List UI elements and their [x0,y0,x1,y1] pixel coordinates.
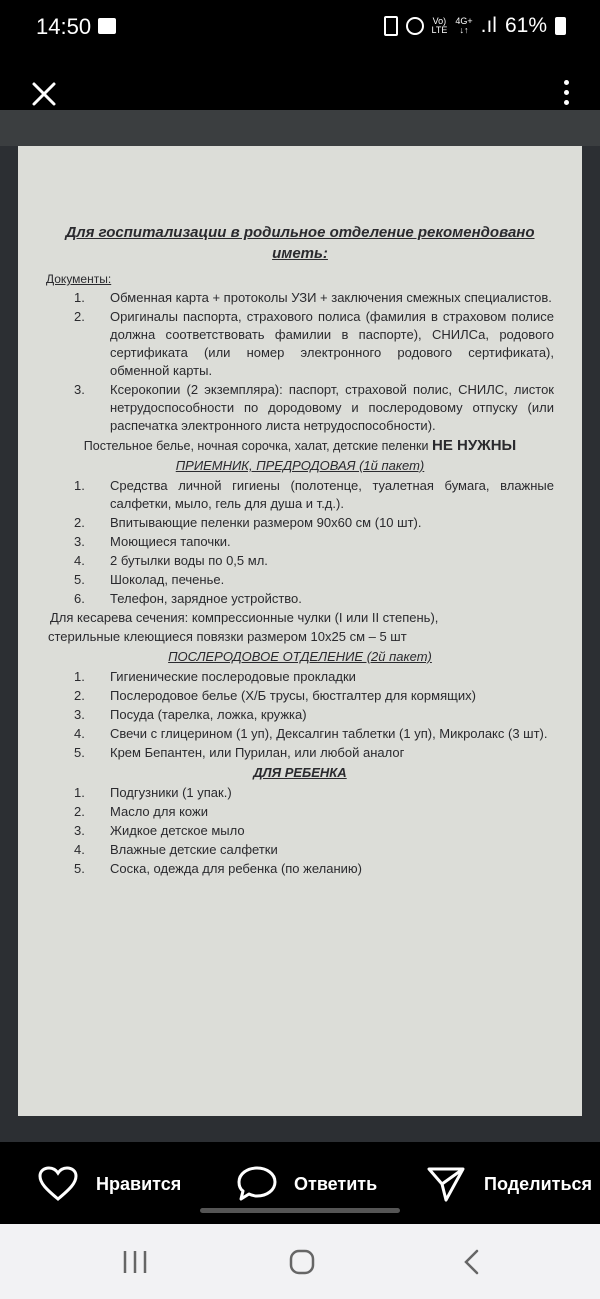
system-nav-bar [0,1224,600,1299]
reception-heading: ПРИЕМНИК, ПРЕДРОДОВАЯ (1й пакет) [175,458,425,473]
list-item [46,381,554,435]
list-item-number: 5. [74,861,85,876]
recent-apps-icon[interactable] [122,1248,148,1276]
list-item-text: Масло для кожи [110,804,208,819]
list-item-text: Крем Бепантен, или Пурилан, или любой аналог [110,745,405,760]
heart-icon [38,1166,78,1202]
photo-viewer[interactable] [0,110,600,1142]
battery-icon [555,17,566,35]
baby-list [46,784,554,878]
list-item [46,803,554,821]
list-item-number: 3. [74,382,85,397]
list-item-text: Послеродовое белье (Х/Б трусы, бюстгалтер для кормящих) [110,688,476,703]
list-item-text: Жидкое детское мыло [110,823,245,838]
list-item [46,552,554,570]
list-item [46,784,554,802]
network-gen-indicator: 4G+ ↓↑ [455,16,473,35]
list-item-text: Подгузники (1 упак.) [110,785,232,800]
battery-saver-icon [384,16,398,36]
list-item-text: Телефон, зарядное устройство. [110,591,302,606]
list-item-number: 1. [74,669,85,684]
linen-note-bold: НЕ НУЖНЫ [431,437,517,454]
list-item [46,687,554,705]
list-item [46,860,554,878]
share-label: Поделиться [484,1173,593,1194]
list-item-text: Обменная карта + протоколы УЗИ + заключения смежных специалистов. [110,290,552,305]
list-item-text: Оригиналы паспорта, страхового полиса (фамилия в страховом полисе должна соответствовать фамилии в паспорте), СНИЛСа, родового сертификата (или номер электронного родового сертификата), обменной карты. [110,309,554,378]
close-icon[interactable] [30,80,58,108]
list-item-number: 4. [74,726,85,741]
battery-percent: 61% [504,14,547,37]
cesarean-line-1: Для кесарева сечения: компрессионные чулки (I или II степень), [50,610,439,625]
list-item-text: Шоколад, печенье. [110,572,225,587]
status-bar [0,0,600,56]
list-item-text: Ксерокопии (2 экземпляра): паспорт, страховой полис, СНИЛС, листок нетрудоспособности по дородовому и послеродовому отпуску (или распечатка электронного листа нетрудоспособности). [110,382,554,433]
list-item [46,533,554,551]
list-item-text: Свечи с глицерином (1 уп), Дексалгин таблетки (1 уп), Микролакс (3 шт). [110,726,548,741]
list-item-text: Посуда (тарелка, ложка, кружка) [110,707,307,722]
documents-list [46,289,554,435]
gesture-handle [200,1208,400,1213]
list-item-number: 2. [74,309,85,324]
document-photo [18,146,582,1116]
list-item-text: Влажные детские салфетки [110,842,278,857]
list-item [46,308,554,380]
postpartum-heading: ПОСЛЕРОДОВОЕ ОТДЕЛЕНИЕ (2й пакет) [168,649,432,664]
list-item-number: 2. [74,804,85,819]
list-item-number: 4. [74,842,85,857]
list-item-text: Гигиенические послеродовые прокладки [110,669,356,684]
like-label: Нравится [96,1173,182,1194]
list-item [46,477,554,513]
photo-background [0,110,600,146]
list-item-number: 5. [74,745,85,760]
send-icon [426,1165,466,1203]
comment-icon [236,1165,278,1203]
document-title: Для госпитализации в родильное отделение рекомендовано иметь: [65,224,535,262]
volte-indicator: Vo) LTE [431,16,448,35]
list-item-text: Моющиеся тапочки. [110,534,231,549]
list-item-number: 1. [74,290,85,305]
list-item [46,514,554,532]
list-item [46,822,554,840]
baby-heading: ДЛЯ РЕБЕНКА [253,765,347,780]
list-item [46,706,554,724]
list-item-number: 4. [74,553,85,568]
list-item-text: Соска, одежда для ребенка (по желанию) [110,861,362,876]
reply-label: Ответить [294,1173,378,1194]
status-time: 14:50 [36,14,92,39]
list-item-number: 1. [74,478,85,493]
list-item [46,744,554,762]
like-button[interactable] [38,1162,181,1206]
reception-list [46,477,554,608]
list-item-text: Средства личной гигиены (полотенце, туалетная бумага, влажные салфетки, мыло, гель для душа и т.д.). [110,478,554,511]
more-options-icon[interactable] [562,80,570,110]
list-item-text: Впитывающие пеленки размером 90х60 см (10 шт). [110,515,422,530]
list-item-number: 3. [74,707,85,722]
alarm-icon [406,17,424,35]
documents-heading: Документы: [46,272,112,286]
list-item [46,571,554,589]
linen-note: Постельное белье, ночная сорочка, халат, детские пеленки НЕ НУЖНЫ [83,437,517,454]
list-item-number: 3. [74,534,85,549]
list-item [46,289,554,307]
postpartum-list [46,668,554,762]
reply-button[interactable] [236,1162,377,1206]
signal-icon: .ıl [480,14,497,37]
list-item-number: 3. [74,823,85,838]
list-item [46,590,554,608]
list-item [46,668,554,686]
list-item [46,725,554,743]
list-item [46,841,554,859]
home-icon[interactable] [289,1248,315,1276]
list-item-number: 2. [74,515,85,530]
status-icons [384,14,566,38]
back-icon[interactable] [462,1248,482,1276]
list-item-number: 1. [74,785,85,800]
list-item-text: 2 бутылки воды по 0,5 мл. [110,553,268,568]
share-button[interactable] [426,1162,592,1206]
list-item-number: 2. [74,688,85,703]
cesarean-line-2: стерильные клеющиеся повязки размером 10х25 см – 5 шт [48,629,407,644]
list-item-number: 6. [74,591,85,606]
gallery-notification-icon [98,18,116,34]
list-item-number: 5. [74,572,85,587]
